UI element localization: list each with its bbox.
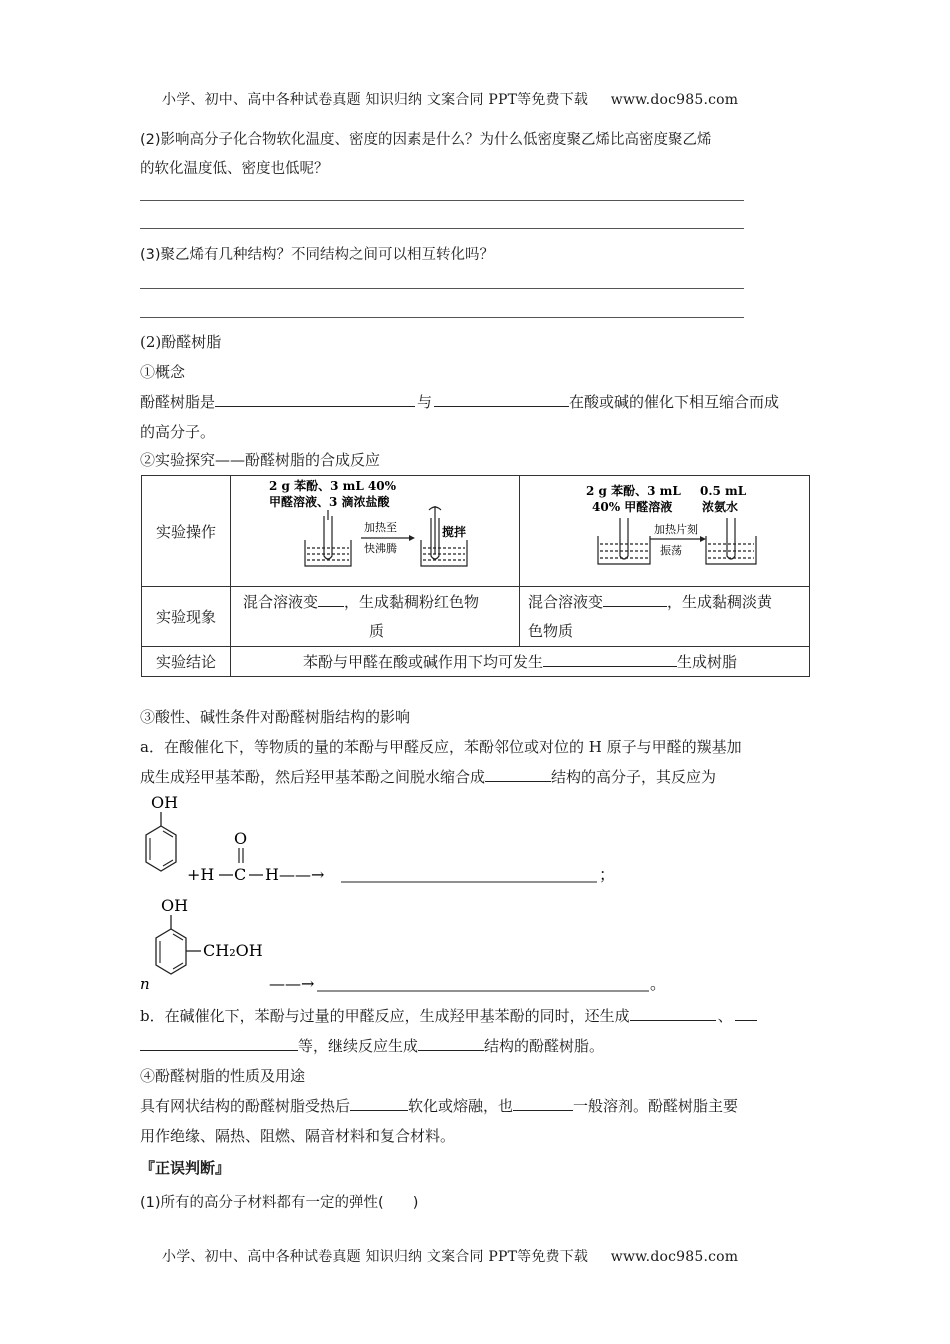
phenomenon-base-text-2: ，生成黏稠淡黄 [667,592,773,611]
beaker-right [421,540,467,566]
row-label-operation: 实验操作 [142,476,231,587]
oh-label: OH [161,896,189,915]
acid-apparatus-figure [231,476,520,586]
blank-field[interactable] [630,1005,716,1021]
figure-acid [231,476,520,587]
equation-2 [135,893,675,998]
influence-b-line1 [140,1005,757,1026]
blank-field[interactable] [735,1005,757,1021]
phenomenon-base [520,587,810,647]
influence-b-text-2: 、 [717,1007,733,1025]
n-label: n [140,975,150,993]
influence-b-text-1: b．在碱催化下，苯酚与过量的甲醛反应，生成羟甲基苯酚的同时，还生成 [140,1007,630,1025]
concept-line2: 的高分子。 [140,423,216,441]
influence-b-text-3: 等，继续反应生成 [298,1037,419,1055]
ch2oh-label: CH₂OH [203,941,263,960]
uses-title: ④酚醛树脂的性质及用途 [140,1067,306,1085]
test-tube-left [620,518,628,559]
influence-a-text-1: 成生成羟甲基苯酚，然后羟甲基苯酚之间脱水缩合成 [140,768,486,786]
influence-a-text-2: 结构的高分子，其反应为 [551,768,717,786]
shake-label: 振荡 [660,544,682,557]
judge-title: 『正误判断』 [140,1159,231,1177]
acid-reagent-1: 2 g 苯酚、3 mL 40% [269,479,397,493]
influence-a-line1: a．在酸催化下，等物质的量的苯酚与甲醛反应，苯酚邻位或对位的 H 原子与甲醛的羰基加 [140,738,742,756]
beaker-right [706,536,756,564]
conclusion-cell [231,647,810,677]
footer-url[interactable]: www.doc985.com [610,1249,739,1265]
concept-text-1: 酚醛树脂是 [140,393,216,411]
uses-line2: 用作绝缘、隔热、阻燃、隔音材料和复合材料。 [140,1127,456,1145]
acid-reagent-2: 甲醛溶液、3 滴浓盐酸 [269,495,390,509]
ammonia-label-1: 0.5 mL [700,484,747,498]
answer-line [140,288,744,289]
plus-h-label: +H [187,865,215,884]
base-reagent-2: 40% 甲醛溶液 [592,500,673,514]
header-text: 小学、初中、高中各种试卷真题 知识归纳 文案合同 PPT等免费下载 [162,92,589,108]
page-header [162,89,738,109]
oh-label: OH [151,793,179,812]
uses-text-3: 一般溶剂。酚醛树脂主要 [573,1097,739,1115]
footer-text: 小学、初中、高中各种试卷真题 知识归纳 文案合同 PPT等免费下载 [162,1249,589,1265]
h-arrow-label: H——→ [265,865,325,884]
blank-field[interactable] [513,1095,573,1111]
phenomenon-acid-text-1: 混合溶液变 [243,592,319,611]
base-apparatus-figure [520,476,810,586]
oxygen-label: O [234,829,248,848]
heat-label-1: 加热至 [364,521,397,534]
experiment-table [141,475,810,677]
equation-1 [135,790,615,890]
stir-label: 搅拌 [442,525,467,539]
ammonia-label-2: 浓氨水 [702,500,739,514]
header-url[interactable]: www.doc985.com [610,92,739,108]
phenomenon-base-text-1: 混合溶液变 [528,592,604,611]
concept-text-3: 在酸或碱的催化下相互缩合而成 [569,393,780,411]
blank-field[interactable] [418,1035,484,1051]
period: 。 [650,974,667,993]
judge-item-1: (1)所有的高分子材料都有一定的弹性( ) [140,1195,419,1211]
question-2-line2: 的软化温度低、密度也低呢？ [140,161,329,177]
section-title-resin: (2)酚醛树脂 [140,333,222,351]
experiment-title: ②实验探究——酚醛树脂的合成反应 [140,451,381,469]
heat-label-2: 快沸腾 [364,542,397,555]
influence-title: ③酸性、碱性条件对酚醛树脂结构的影响 [140,708,411,726]
table-row [142,647,810,677]
blank-field[interactable] [350,1095,408,1111]
phenomenon-acid-text-2: ，生成黏稠粉红色物 [344,592,480,611]
blank-field[interactable] [485,766,551,782]
influence-b-line2 [140,1035,604,1056]
uses-text-1: 具有网状结构的酚醛树脂受热后 [140,1097,351,1115]
blank-field[interactable] [603,591,667,607]
beaker-left [598,536,650,564]
influence-b-text-4: 结构的酚醛树脂。 [484,1037,605,1055]
phenomenon-acid-text-3: 质 [369,621,385,640]
answer-line [140,317,744,318]
table-row [142,587,810,647]
figure-base [520,476,810,587]
test-tube-right [727,518,735,559]
row-label-phenomenon: 实验现象 [142,587,231,647]
beaker-left [305,540,351,566]
page-footer [162,1246,738,1266]
concept-line1 [140,391,779,412]
conclusion-text-2: 生成树脂 [677,653,738,671]
semicolon: ； [599,865,615,884]
carbon-label: C [234,865,247,884]
question-3: (3)聚乙烯有几种结构？不同结构之间可以相互转化吗？ [140,247,495,263]
blank-field[interactable] [543,651,677,667]
phenomenon-acid [231,587,520,647]
test-tube-left [324,516,332,559]
row-label-conclusion: 实验结论 [142,647,231,677]
arrow-label: ——→ [269,974,315,993]
phenomenon-base-text-3: 色物质 [528,621,574,640]
uses-line1 [140,1095,738,1116]
blank-field[interactable] [434,391,569,407]
answer-line [140,228,744,229]
blank-field[interactable] [318,591,344,607]
conclusion-text-1: 苯酚与甲醛在酸或碱作用下均可发生 [302,653,543,671]
uses-text-2: 软化或熔融，也 [408,1097,514,1115]
concept-title: ①概念 [140,363,186,381]
influence-a-line2 [140,766,716,787]
concept-text-2: 与 [417,393,433,411]
heat-label: 加热片刻 [654,523,698,536]
table-row [142,476,810,587]
question-2-line1: (2)影响高分子化合物软化温度、密度的因素是什么？为什么低密度聚乙烯比高密度聚乙烯 [140,132,712,148]
answer-line [140,200,744,201]
base-reagent-1: 2 g 苯酚、3 mL [586,484,681,498]
blank-field[interactable] [215,391,415,407]
test-tube-right [429,506,441,559]
blank-field[interactable] [140,1035,298,1051]
